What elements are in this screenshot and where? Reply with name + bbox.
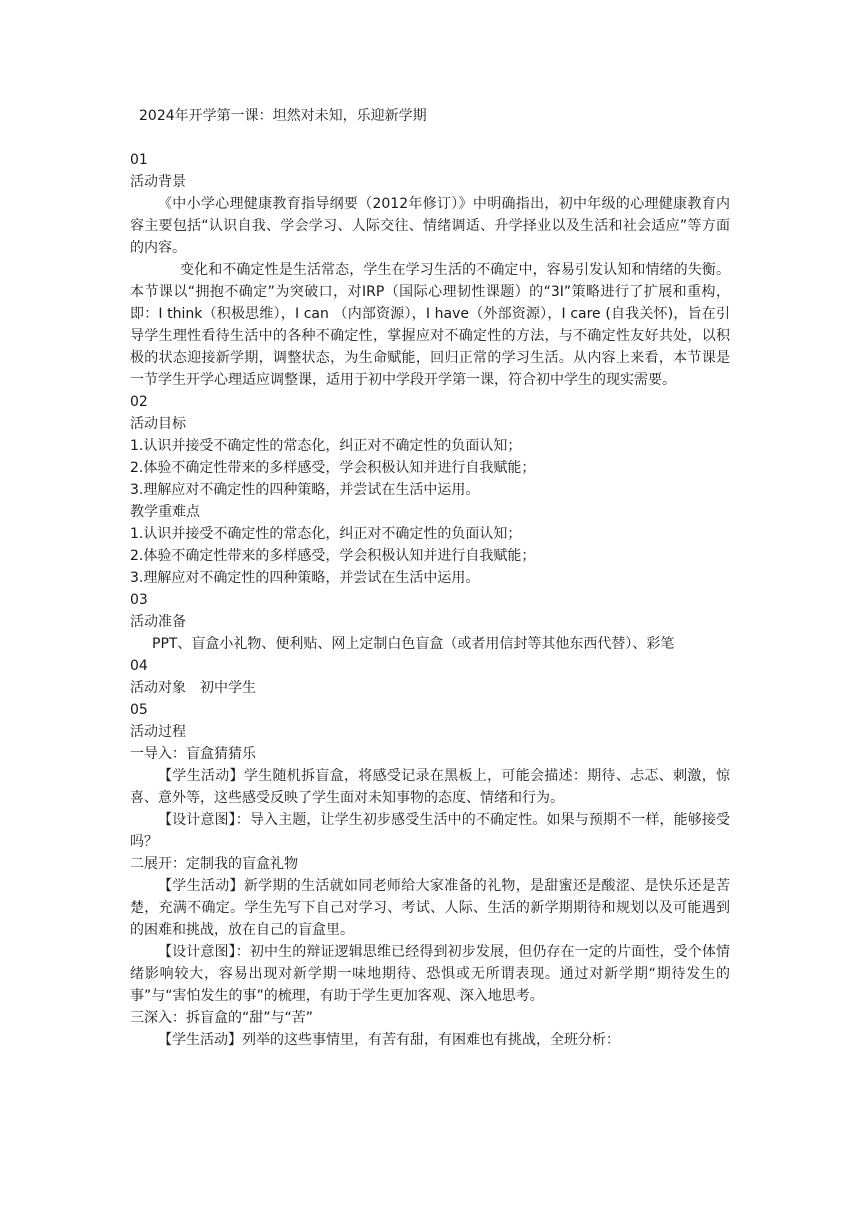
section-number: 03	[130, 592, 148, 608]
section-heading: 活动目标	[130, 416, 186, 432]
document-title: 2024年开学第一课：坦然对未知，乐迎新学期	[139, 108, 427, 124]
section-number: 02	[130, 394, 148, 410]
paragraph: 【设计意图】：导入主题，让学生初步感受生活中的不确定性。如果与预期不一样，能够接受吗？	[130, 812, 730, 850]
paragraph: 变化和不确定性是生活常态，学生在学习生活的不确定中，容易引发认知和情绪的失衡。本节课以“拥抱不确定”为突破口，对IRP（国际心理韧性课题）的“3I”策略进行了扩展和重构，即：I think（积极思维），I can （内部资源），I have（外部资源），I care (自我关怀)，旨在引导学生理性看待生活中的各种不确定性，掌握应对不确定性的方法，与不确定性友好共处，以积极的状态迎接新学期，调整状态，为生命赋能，回归正常的学习生活。从内容上来看，本节课是一节学生开学心理适应调整课，适用于初中学段开学第一课，符合初中学生的现实需要。	[130, 262, 730, 388]
section-number: 05	[130, 702, 148, 718]
section-heading: 活动背景	[130, 174, 186, 190]
document-body	[130, 149, 730, 1051]
section-heading: 活动过程	[130, 724, 186, 740]
section-heading: 活动对象 初中学生	[130, 680, 256, 696]
list-item: 1.认识并接受不确定性的常态化，纠正对不确定性的负面认知；	[130, 526, 522, 542]
list-item: 3.理解应对不确定性的四种策略，并尝试在生活中运用。	[130, 570, 480, 586]
list-item: 3.理解应对不确定性的四种策略，并尝试在生活中运用。	[130, 482, 480, 498]
paragraph: PPT、盲盒小礼物、便利贴、网上定制白色盲盒（或者用信封等其他东西代替）、彩笔	[152, 636, 675, 652]
step-heading: 三深入：拆盲盒的“甜”与“苦”	[130, 1010, 314, 1026]
section-heading: 教学重难点	[130, 504, 200, 520]
section-heading: 活动准备	[130, 614, 186, 630]
paragraph: 【设计意图】：初中生的辩证逻辑思维已经得到初步发展，但仍存在一定的片面性，受个体情绪影响较大，容易出现对新学期一味地期待、恐惧或无所谓表现。通过对新学期“期待发生的事”与“害怕发生的事”的梳理，有助于学生更加客观、深入地思考。	[130, 944, 730, 1004]
list-item: 2.体验不确定性带来的多样感受，学会积极认知并进行自我赋能；	[130, 460, 536, 476]
paragraph: 【学生活动】新学期的生活就如同老师给大家准备的礼物，是甜蜜还是酸涩、是快乐还是苦楚，充满不确定。学生先写下自己对学习、考试、人际、生活的新学期期待和规划以及可能遇到的困难和挑战，放在自己的盲盒里。	[130, 878, 730, 938]
paragraph: 《中小学心理健康教育指导纲要（2012年修订）》中明确指出，初中年级的心理健康教育内容主要包括“认识自我、学会学习、人际交往、情绪调适、升学择业以及生活和社会适应”等方面的内容。	[130, 196, 730, 256]
list-item: 1.认识并接受不确定性的常态化，纠正对不确定性的负面认知；	[130, 438, 522, 454]
step-heading: 二展开：定制我的盲盒礼物	[130, 856, 298, 872]
step-heading: 一导入：盲盒猜猜乐	[130, 746, 256, 762]
paragraph: 【学生活动】列举的这些事情里，有苦有甜，有困难也有挑战，全班分析：	[158, 1032, 620, 1048]
section-number: 04	[130, 658, 148, 674]
list-item: 2.体验不确定性带来的多样感受，学会积极认知并进行自我赋能；	[130, 548, 536, 564]
paragraph: 【学生活动】学生随机拆盲盒，将感受记录在黑板上，可能会描述：期待、忐忑、刺激，惊喜、意外等，这些感受反映了学生面对未知事物的态度、情绪和行为。	[130, 768, 730, 806]
section-number: 01	[130, 152, 148, 168]
